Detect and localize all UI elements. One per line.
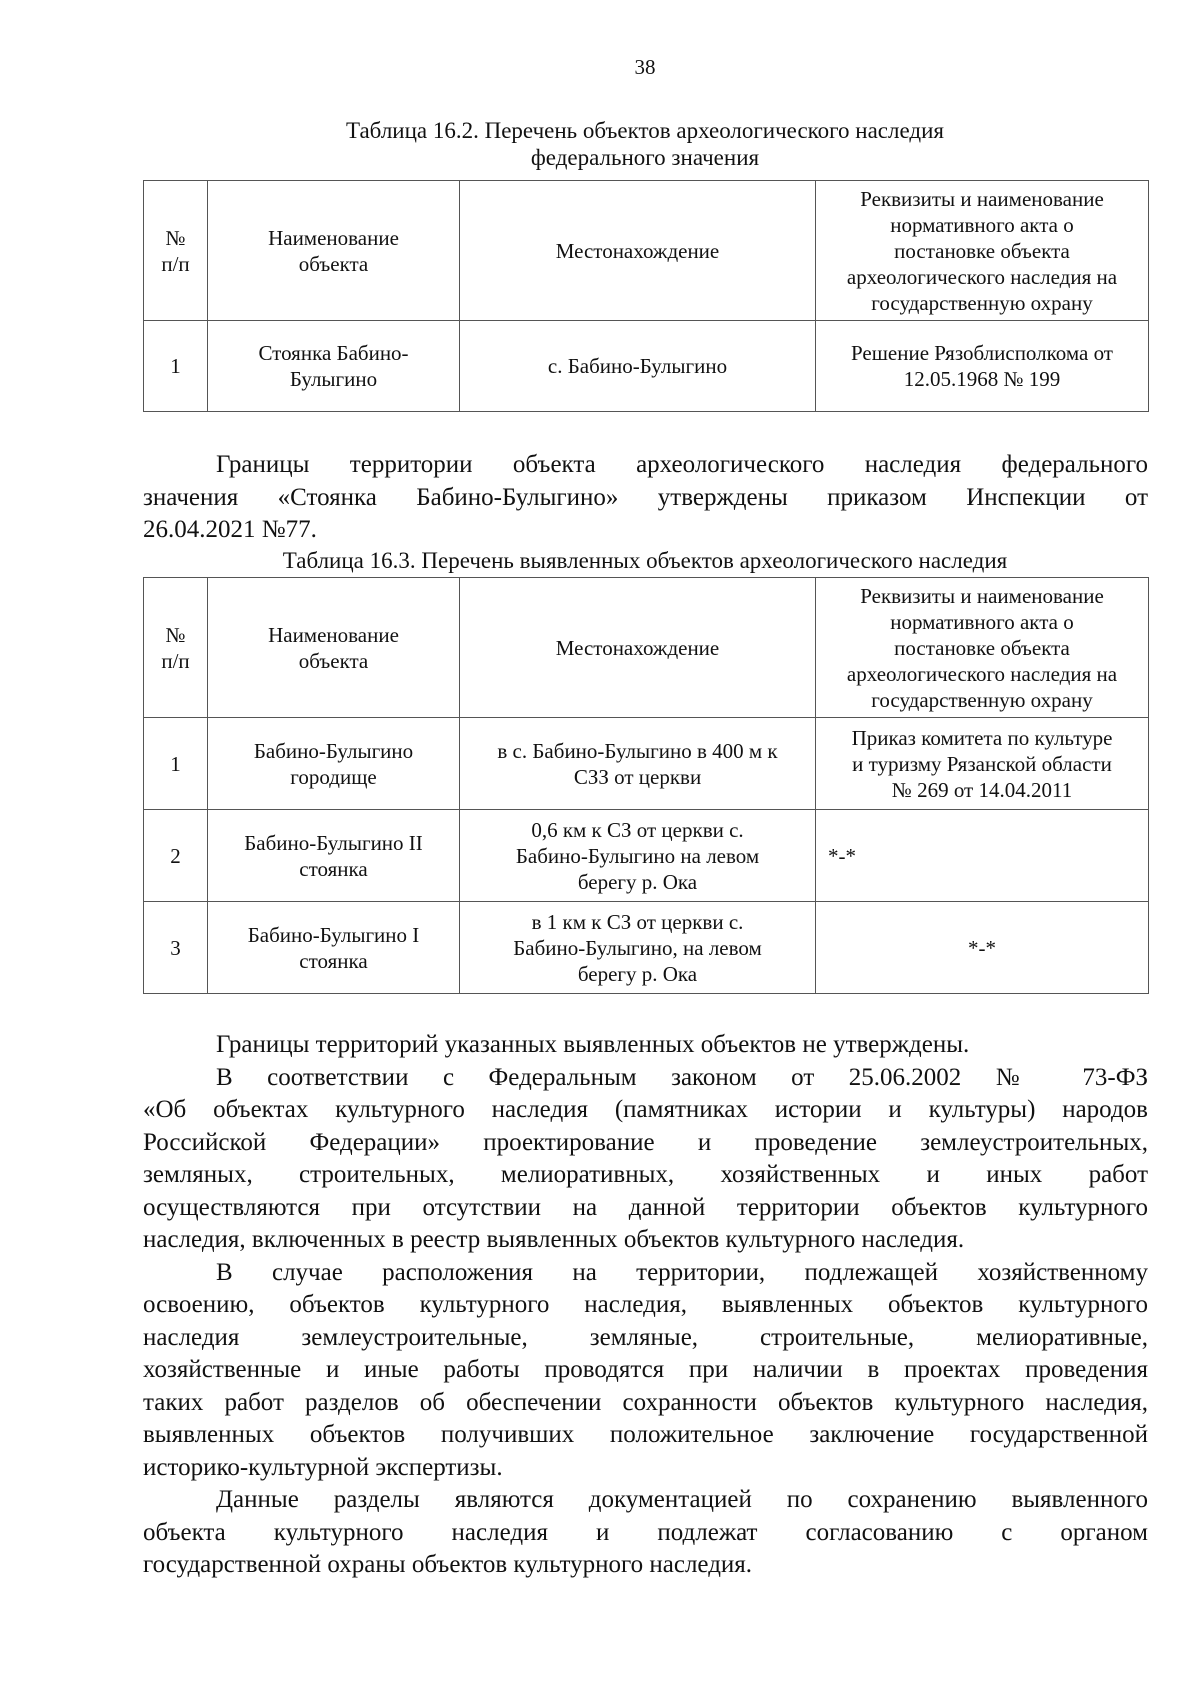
federal-boundaries-paragraph	[143, 449, 1148, 547]
header-line: постановке объекта	[894, 238, 1070, 263]
cell-name	[208, 321, 460, 412]
text-line: значения «Стоянка Бабино-Булыгино» утверждены приказом Инспекции от	[143, 483, 1148, 511]
table-row	[144, 718, 1149, 810]
text-line: освоению, объектов культурного наследия, выявленных объектов культурного	[143, 1291, 1148, 1318]
cell-name	[208, 810, 460, 902]
text-line: выявленных объектов получивших положительное заключение государственной	[143, 1421, 1148, 1448]
text-line: 26.04.2021 №77.	[143, 516, 317, 543]
header-line: Наименование	[268, 225, 399, 250]
cell-line: СЗЗ от церкви	[573, 764, 702, 789]
cell-line: с. Бабино-Булыгино	[547, 354, 728, 378]
text-line: наследия землеустроительные, земляные, строительные, мелиоративные,	[143, 1323, 1148, 1351]
text-line: хозяйственные и иные работы проводятся при наличии в проектах проведения	[143, 1356, 1148, 1383]
cell-line: Бабино-Булыгино на левом	[515, 843, 760, 868]
cell-line: берегу р. Ока	[577, 869, 698, 894]
cell-location	[460, 810, 816, 902]
cell-line: *-*	[828, 843, 856, 868]
cell-line: 0,6 км к СЗ от церкви с.	[531, 817, 744, 842]
page-number: 38	[634, 55, 656, 79]
cell-num: 1	[144, 718, 208, 810]
header-line: нормативного акта о	[890, 212, 1074, 237]
cell-line: в 1 км к СЗ от церкви с.	[531, 909, 744, 934]
header-line: п/п	[161, 648, 190, 673]
cell-location	[460, 718, 816, 810]
header-location: Местонахождение	[460, 578, 816, 718]
cell-line: стоянка	[299, 948, 368, 973]
header-line: №	[165, 622, 186, 647]
cell-act	[816, 718, 1149, 810]
table1-caption-line: Таблица 16.2. Перечень объектов археологического наследия	[346, 118, 944, 143]
cell-line: Бабино-Булыгино	[253, 738, 414, 763]
header-line: объекта	[298, 648, 369, 673]
text-line: В случае расположения на территории, подлежащей хозяйственному	[216, 1258, 1148, 1286]
text-line: Границы территории объекта археологического наследия федерального	[216, 451, 1148, 478]
header-line: государственную охрану	[871, 290, 1093, 315]
cell-location	[460, 902, 816, 994]
cell-line: в с. Бабино-Булыгино в 400 м к	[497, 738, 778, 763]
header-line: нормативного акта о	[890, 609, 1074, 634]
cell-num: 1	[144, 321, 208, 412]
header-act	[816, 578, 1149, 718]
cell-name	[208, 902, 460, 994]
cell-line: и туризму Рязанской области	[852, 751, 1112, 776]
header-name	[208, 181, 460, 321]
text-line: государственной охраны объектов культурного наследия.	[143, 1551, 753, 1578]
cell-line: *-*	[968, 935, 996, 960]
cell-act	[816, 902, 1149, 994]
body-text	[143, 1029, 1148, 1582]
table-header-row	[144, 181, 1149, 321]
cell-line: Решение Рязоблисполкома от	[851, 341, 1113, 365]
text-line: В соответствии с Федеральным законом от 25.06.2002 № 73-ФЗ	[216, 1063, 1148, 1091]
header-location: Местонахождение	[460, 181, 816, 321]
text-line: таких работ разделов об обеспечении сохранности объектов культурного наследия,	[143, 1388, 1148, 1416]
table1-caption	[140, 117, 1150, 171]
text-line: Границы территорий указанных выявленных объектов не утверждены.	[216, 1031, 970, 1058]
federal-heritage-table	[143, 180, 1149, 412]
cell-line: берегу р. Ока	[577, 961, 698, 986]
header-act	[816, 181, 1149, 321]
text-line: Данные разделы являются документацией по сохранению выявленного	[216, 1486, 1148, 1513]
header-line: Реквизиты и наименование	[860, 186, 1104, 211]
cell-line: № 269 от 14.04.2011	[891, 777, 1073, 802]
text-line: осуществляются при отсутствии на данной территории объектов культурного	[143, 1193, 1148, 1221]
header-line: археологического наследия на	[846, 264, 1118, 289]
table-header-row	[144, 578, 1149, 718]
header-name	[208, 578, 460, 718]
identified-heritage-table	[143, 577, 1149, 994]
header-line: №	[165, 225, 186, 250]
cell-num: 3	[144, 902, 208, 994]
text-line: земляных, строительных, мелиоративных, хозяйственных и иных работ	[143, 1161, 1148, 1188]
text-line: историко-культурной экспертизы.	[143, 1453, 503, 1481]
cell-line: городище	[290, 764, 377, 789]
cell-line: 12.05.1968 № 199	[903, 367, 1061, 391]
cell-act	[816, 321, 1149, 412]
cell-act	[816, 810, 1149, 902]
table-row	[144, 902, 1149, 994]
cell-line: Булыгино	[289, 367, 378, 391]
header-num	[144, 181, 208, 321]
cell-line: Бабино-Булыгино I	[247, 922, 420, 947]
header-line: государственную охрану	[871, 687, 1093, 712]
header-line: п/п	[161, 251, 190, 276]
header-num	[144, 578, 208, 718]
cell-line: Бабино-Булыгино, на левом	[513, 935, 762, 960]
text-line: объекта культурного наследия и подлежат согласованию с органом	[143, 1518, 1148, 1546]
text-line: Российской Федерации» проектирование и проведение землеустроительных,	[143, 1128, 1148, 1156]
cell-line: стоянка	[299, 856, 368, 881]
text-line: «Об объектах культурного наследия (памятниках истории и культуры) народов	[143, 1096, 1148, 1123]
cell-location	[460, 321, 816, 412]
header-line: археологического наследия на	[846, 661, 1118, 686]
text-line: наследия, включенных в реестр выявленных объектов культурного наследия.	[143, 1226, 965, 1253]
cell-name	[208, 718, 460, 810]
header-line: постановке объекта	[894, 635, 1070, 660]
cell-line: Приказ комитета по культуре	[851, 725, 1113, 750]
header-line: Реквизиты и наименование	[860, 583, 1104, 608]
header-line: Наименование	[268, 622, 399, 647]
header-line: объекта	[298, 251, 369, 276]
table2-caption: Таблица 16.3. Перечень выявленных объектов археологического наследия	[282, 548, 1008, 573]
table1-caption-line: федерального значения	[530, 145, 760, 170]
table-row	[144, 321, 1149, 412]
cell-num: 2	[144, 810, 208, 902]
cell-line: Бабино-Булыгино II	[244, 830, 423, 855]
cell-line: Стоянка Бабино-	[258, 341, 409, 365]
table-row	[144, 810, 1149, 902]
